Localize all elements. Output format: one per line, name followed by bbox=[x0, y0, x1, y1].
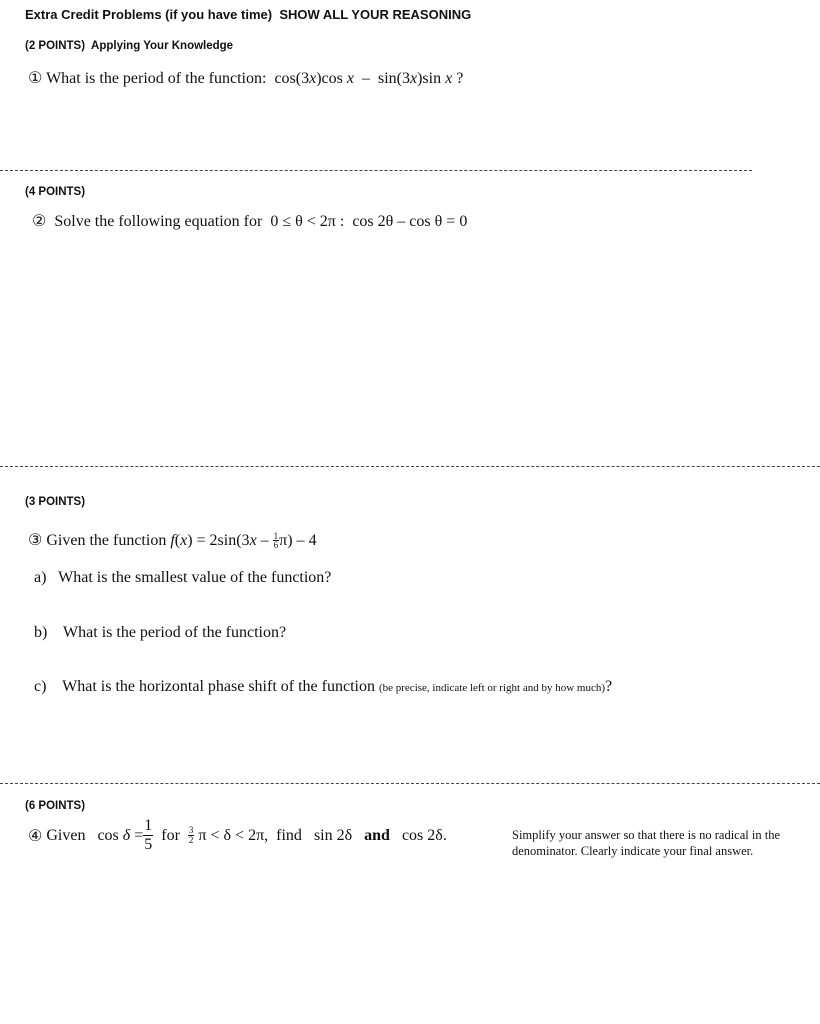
part-c-text: What is the horizontal phase shift of the function bbox=[62, 678, 375, 695]
problem-2-text: Solve the following equation for bbox=[54, 213, 263, 230]
section-divider bbox=[0, 466, 820, 467]
problem-3-marker: ③ bbox=[28, 532, 43, 549]
problem-1-subtitle: Applying Your Knowledge bbox=[91, 40, 234, 52]
problem-4-given: Given bbox=[46, 826, 86, 844]
part-b-label: b) bbox=[34, 624, 48, 641]
problem-2-marker: ② bbox=[32, 213, 47, 230]
problem-3-part-c: c) What is the horizontal phase shift of the function (be precise, indicate left or right and by how much)? bbox=[34, 678, 613, 695]
header-title: Extra Credit Problems (if you have time) bbox=[25, 7, 273, 22]
note-line-2: denominator. Clearly indicate your final answer. bbox=[512, 843, 754, 858]
problem-2-equation: cos 2θ – cos θ = 0 bbox=[352, 213, 468, 230]
problem-3-text: Given the function bbox=[46, 532, 167, 549]
note-line-1: Simplify your answer so that there is no radical in the bbox=[512, 828, 780, 842]
problem-1-question bbox=[28, 68, 463, 88]
fraction-three-halves: 3 2 bbox=[188, 825, 194, 845]
problem-1-text: What is the period of the function: bbox=[46, 70, 267, 87]
problem-3-question bbox=[28, 530, 317, 550]
problem-4-question: ④ Given cos δ = $\frac{1}{5}$ for 3 2 π < δ < 2π, find sin 2δ and cos 2δ. bbox=[28, 817, 447, 853]
problem-3-part-a bbox=[34, 569, 331, 587]
part-b-text: What is the period of the function? bbox=[63, 624, 287, 641]
problem-3-function: f(x) = 2sin(3x – $\frac{1}{6}$ π) – 4 bbox=[170, 531, 317, 551]
problem-1-points: (2 POINTS) bbox=[25, 40, 86, 52]
header-instruction: SHOW ALL YOUR REASONING bbox=[279, 7, 472, 22]
problem-2-question bbox=[32, 211, 467, 231]
page-header bbox=[25, 7, 471, 22]
problem-3-points: (3 POINTS) bbox=[25, 496, 86, 508]
problem-4-marker: ④ bbox=[28, 827, 43, 845]
part-a-label: a) bbox=[34, 569, 47, 586]
part-a-text: What is the smallest value of the function? bbox=[58, 569, 332, 586]
fraction-one-fifth: $\frac{1}{5}$ bbox=[144, 817, 153, 853]
section-divider bbox=[0, 783, 820, 784]
part-c-label: c) bbox=[34, 678, 47, 695]
problem-1-heading bbox=[25, 40, 233, 52]
problem-1-marker: ① bbox=[28, 70, 43, 87]
problem-2-points: (4 POINTS) bbox=[25, 186, 86, 198]
part-c-note: (be precise, indicate left or right and by how much) bbox=[378, 682, 606, 694]
problem-4-points: (6 POINTS) bbox=[25, 800, 86, 812]
problem-3-part-b bbox=[34, 624, 286, 642]
problem-1-expression: cos(3x)cos x – sin(3x)sin x ? bbox=[274, 70, 464, 87]
problem-2-condition: 0 ≤ θ < 2π : bbox=[270, 213, 345, 230]
problem-4-note bbox=[512, 828, 780, 859]
fraction-one-sixth: $\frac{1}{6}$ bbox=[273, 531, 279, 551]
section-divider bbox=[0, 170, 752, 171]
